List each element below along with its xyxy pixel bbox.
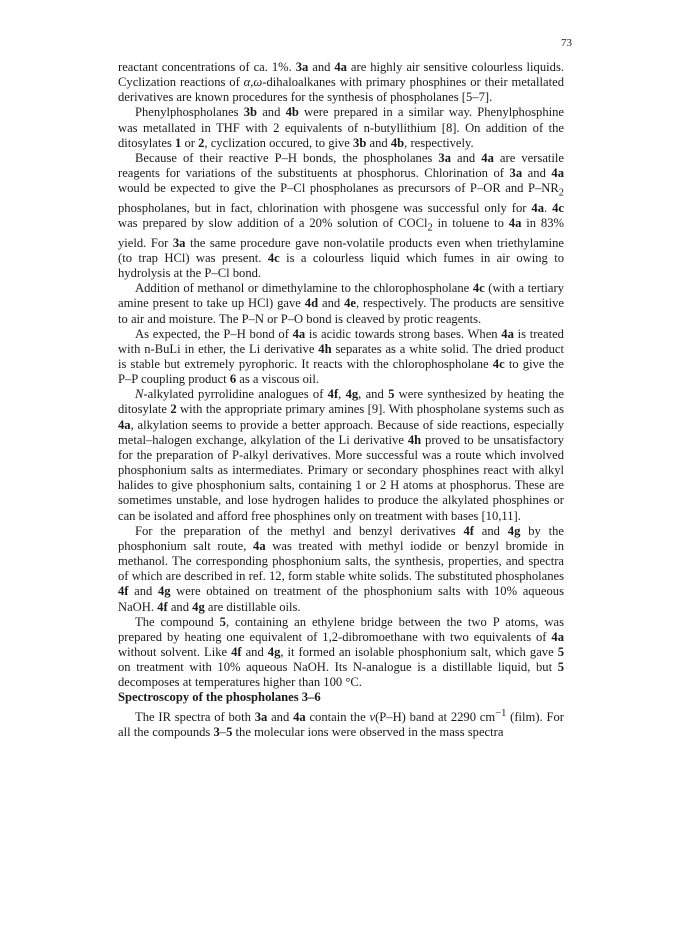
paragraph-list xyxy=(118,60,564,690)
paragraph: For the preparation of the methyl and benzyl derivatives 4f and 4g by the phosphonium salt route, 4a was treated with methyl iodide or benzyl bromide in methanol. The corresponding phosphonium salts, the synthesis, properties, and spectra of which are described in ref. 12, form stable white solids. The substituted phospholanes 4f and 4g were obtained on treatment of the phosphonium salts with 10% aqueous NaOH. 4f and 4g are distillable oils. xyxy=(118,523,565,614)
paragraph: Because of their reactive P–H bonds, the phospholanes 3a and 4a are versatile reagents for variations of the substituents at phosphorus. Chlorination of 3a and 4a would be expected to give the P–Cl phospholanes as precursors of P–OR and $P-NR_2$ phospholanes, but in fact, chlorination with phosgene was successful only for 4a. 4c was prepared by slow addition of a 20% solution of COCl$_2$ in toluene to 4a in 83% yield. For 3a the same procedure gave non-volatile products even when triethylamine (to trap HCl) was present. 4c is a colourless liquid which fumes in air owing to hydrolysis at the P–Cl bond. xyxy=(118,150,565,281)
paragraph: N-alkylated pyrrolidine analogues of 4f, 4g, and 5 were synthesized by heating the ditosylate 2 with the appropriate primary amines [9]. With phospholane systems such as 4a, alkylation seems to provide a better approach. Because of side reactions, especially metal–halogen exchange, alkylation of the Li derivative 4h proved to be unsatisfactory for the preparation of P-alkyl derivatives. More successful was a route which involved phosphonium salts as intermediates. Primary or secondary phosphines react with alkyl halides to give phosphonium salts, containing 1 or 2 H atoms at phosphorus. These are sometimes unstable, and lose hydrogen halides to produce the alkylated phosphines or can be isolated and afford free phosphines only on treatment with bases [10,11]. xyxy=(118,387,565,523)
paragraph: The IR spectra of both 3a and 4a contain the ν(P–H) band at 2290 $cm^{-1}$ (film). For all the compounds 3–5 the molecular ions were observed in the mass spectra xyxy=(118,707,564,739)
paragraph: The compound 5, containing an ethylene bridge between the two P atoms, was prepared by heating one equivalent of 1,2-dibromoethane with two equivalents of 4a without solvent. Like 4f and 4g, it formed an isolable phosphonium salt, which gave 5 on treatment with 10% aqueous NaOH. Its N-analogue is a distillable liquid, but 5 decomposes at temperatures higher than 100 °C. xyxy=(118,614,564,690)
paragraph: reactant concentrations of ca. 1%. 3a and 4a are highly air sensitive colourless liquids. Cyclization reactions of α,ω-dihaloalkanes with primary phosphines or their metallated derivatives are known procedures for the synthesis of phospholanes [5–7]. xyxy=(118,60,564,105)
paragraph: Addition of methanol or dimethylamine to the chlorophospholane 4c (with a tertiary amine present to take up HCl) gave 4d and 4e, respectively. The products are sensitive to air and moisture. The P–N or P–O bond is cleaved by protic reagents. xyxy=(118,281,565,326)
section-heading: Spectroscopy of the phospholanes 3–6 xyxy=(118,690,321,705)
article-body xyxy=(118,60,564,740)
paragraph: Phenylphospholanes 3b and 4b were prepared in a similar way. Phenylphosphine was metallated in THF with 2 equivalents of n-butyllithium [8]. On addition of the ditosylates 1 or 2, cyclization occured, to give 3b and 4b, respectively. xyxy=(118,105,565,150)
page-number: 73 xyxy=(561,37,572,49)
section-paragraph-list xyxy=(118,706,564,741)
paragraph: As expected, the P–H bond of 4a is acidic towards strong bases. When 4a is treated with n-BuLi in ether, the Li derivative 4h separates as a white solid. The dried product is stable but extremely pyrophoric. It reacts with the chlorophospholane 4c to give the P–P coupling product 6 as a viscous oil. xyxy=(118,326,565,387)
